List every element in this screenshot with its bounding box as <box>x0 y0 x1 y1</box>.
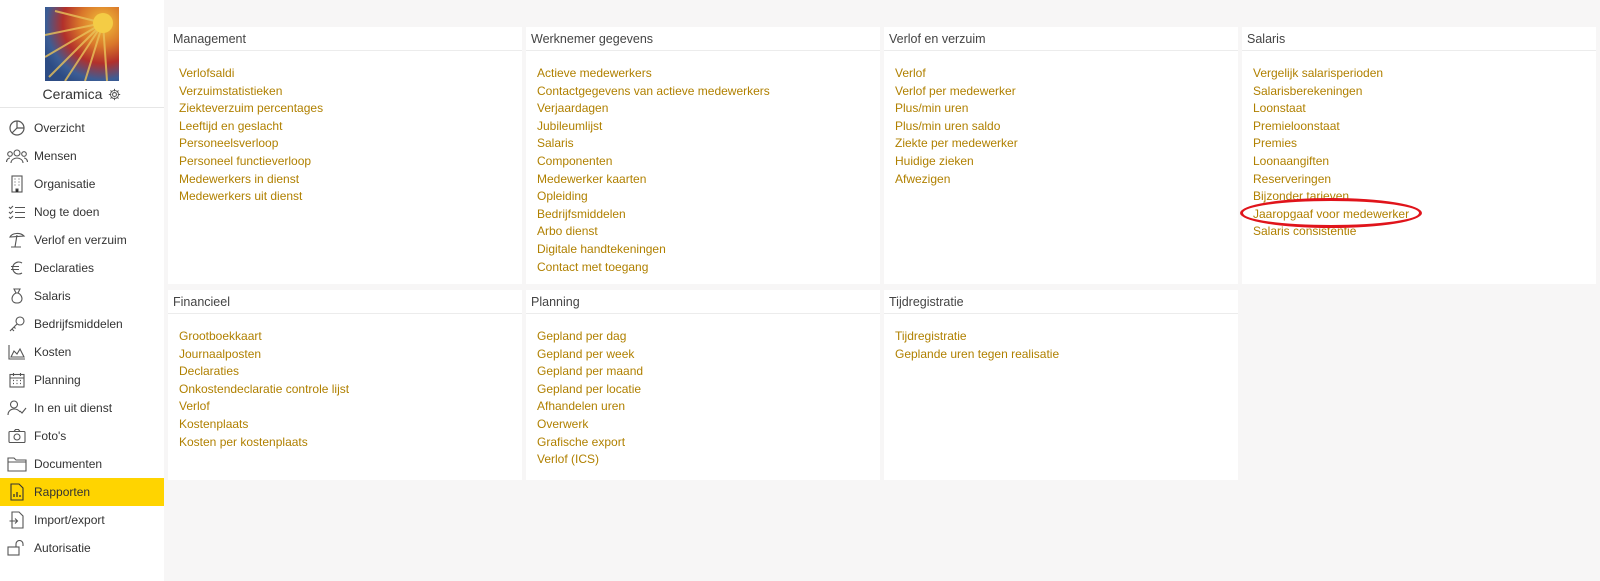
camera-icon <box>6 427 28 445</box>
report-link[interactable]: Onkostendeclaratie controle lijst <box>179 381 350 396</box>
report-link[interactable]: Componenten <box>537 153 613 168</box>
sidebar-item-declaraties[interactable] <box>0 254 164 282</box>
report-link[interactable]: Salaris consistentie <box>1253 224 1357 239</box>
report-link[interactable]: Premieloonstaat <box>1253 118 1340 133</box>
report-link[interactable]: Salarisberekeningen <box>1253 83 1363 98</box>
calendar-icon <box>6 371 28 389</box>
report-card-planning <box>526 290 880 480</box>
card-title: Tijdregistratie <box>884 291 1238 314</box>
sidebar-item-label: Kosten <box>34 345 72 359</box>
report-link[interactable]: Verlofsaldi <box>179 66 235 80</box>
report-card-salaris <box>1242 27 1596 284</box>
report-link[interactable]: Salaris <box>537 136 574 151</box>
report-link[interactable]: Declaraties <box>179 364 240 379</box>
sidebar-item-autorisatie[interactable] <box>0 534 164 562</box>
report-link[interactable]: Vergelijk salarisperioden <box>1253 66 1384 80</box>
user-check-icon <box>6 399 28 417</box>
report-link[interactable]: Medewerkers uit dienst <box>179 189 303 204</box>
report-link[interactable]: Plus/min uren <box>895 101 969 116</box>
report-link[interactable]: Grootboekkaart <box>179 329 262 343</box>
report-link[interactable]: Geplande uren tegen realisatie <box>895 346 1060 361</box>
sidebar-item-label: Planning <box>34 373 81 387</box>
report-card-verlof-en-verzuim <box>884 27 1238 284</box>
sidebar-item-label: Nog te doen <box>34 205 100 219</box>
report-link[interactable]: Verlof <box>895 66 926 80</box>
sidebar-item-kosten[interactable] <box>0 338 164 366</box>
sidebar-item-overzicht[interactable] <box>0 114 164 142</box>
report-link[interactable]: Arbo dienst <box>537 224 598 239</box>
report-link[interactable]: Verjaardagen <box>537 101 609 116</box>
report-link-jaaropgaaf[interactable]: Jaaropgaaf voor medewerker <box>1253 206 1410 221</box>
beach-umbrella-icon <box>6 231 28 249</box>
card-title: Werknemer gegevens <box>526 28 880 51</box>
report-card-werknemer-gegevens <box>526 27 880 284</box>
sidebar-item-import-export[interactable] <box>0 506 164 534</box>
key-icon <box>6 315 28 333</box>
report-link[interactable]: Jubileumlijst <box>537 118 603 133</box>
sidebar <box>0 0 164 581</box>
report-link[interactable]: Ziekte per medewerker <box>895 136 1018 151</box>
company-logo[interactable] <box>45 7 119 81</box>
money-bag-icon <box>6 287 28 305</box>
sidebar-item-label: Verlof en verzuim <box>34 233 127 247</box>
sidebar-item-label: Rapporten <box>34 485 91 499</box>
sidebar-item-label: Mensen <box>34 149 77 163</box>
sidebar-item-label: Overzicht <box>34 121 85 135</box>
report-link[interactable]: Gepland per maand <box>537 364 644 379</box>
building-icon <box>6 175 28 193</box>
report-link[interactable]: Kosten per kostenplaats <box>179 434 308 449</box>
report-link[interactable]: Gepland per locatie <box>537 381 642 396</box>
report-link[interactable]: Premies <box>1253 136 1298 151</box>
report-card-financieel <box>168 290 522 480</box>
sidebar-item-verlof-en-verzuim[interactable] <box>0 226 164 254</box>
report-link[interactable]: Verlof per medewerker <box>895 83 1016 98</box>
report-link[interactable]: Grafische export <box>537 434 626 449</box>
report-link[interactable]: Afwezigen <box>895 171 951 186</box>
euro-icon <box>6 259 28 277</box>
sidebar-item-nog-te-doen[interactable] <box>0 198 164 226</box>
sidebar-item-salaris[interactable] <box>0 282 164 310</box>
report-link[interactable]: Overwerk <box>537 416 589 431</box>
area-chart-icon <box>6 343 28 361</box>
report-link[interactable]: Huidige zieken <box>895 153 974 168</box>
report-link[interactable]: Reserveringen <box>1253 171 1332 186</box>
report-link[interactable]: Loonstaat <box>1253 101 1306 116</box>
people-icon <box>6 147 28 165</box>
checklist-icon <box>6 203 28 221</box>
report-link[interactable]: Verzuimstatistieken <box>179 83 283 98</box>
report-link[interactable]: Contactgegevens van actieve medewerkers <box>537 83 770 98</box>
card-title: Salaris <box>1242 28 1596 51</box>
card-title: Verlof en verzuim <box>884 28 1238 51</box>
sidebar-item-fotos[interactable] <box>0 422 164 450</box>
report-link[interactable]: Bijzonder tarieven <box>1253 189 1350 204</box>
report-link[interactable]: Personeelsverloop <box>179 136 279 151</box>
report-link[interactable]: Gepland per dag <box>537 329 627 343</box>
company-name: Ceramica <box>42 86 103 102</box>
report-link[interactable]: Opleiding <box>537 189 588 204</box>
report-link[interactable]: Verlof <box>179 399 210 414</box>
sidebar-item-label: Import/export <box>34 513 105 527</box>
sidebar-item-bedrijfsmiddelen[interactable] <box>0 310 164 338</box>
sidebar-item-rapporten[interactable] <box>0 478 164 506</box>
report-link[interactable]: Medewerkers in dienst <box>179 171 300 186</box>
sidebar-item-organisatie[interactable] <box>0 170 164 198</box>
report-link[interactable]: Digitale handtekeningen <box>537 241 666 256</box>
sidebar-item-label: Bedrijfsmiddelen <box>34 317 123 331</box>
card-title: Financieel <box>168 291 522 314</box>
report-link[interactable]: Leeftijd en geslacht <box>179 118 283 133</box>
sidebar-item-in-en-uit-dienst[interactable] <box>0 394 164 422</box>
sidebar-item-label: Foto's <box>34 429 67 443</box>
report-link[interactable]: Medewerker kaarten <box>537 171 647 186</box>
report-link[interactable]: Tijdregistratie <box>895 329 967 343</box>
report-link[interactable]: Loonaangiften <box>1253 153 1330 168</box>
pie-chart-icon <box>6 119 28 137</box>
report-link[interactable]: Journaalposten <box>179 346 262 361</box>
sidebar-item-planning[interactable] <box>0 366 164 394</box>
report-link[interactable]: Ziekteverzuim percentages <box>179 101 324 116</box>
main-nav <box>0 108 164 562</box>
sidebar-item-label: Documenten <box>34 457 103 471</box>
report-link[interactable]: Actieve medewerkers <box>537 66 652 80</box>
sidebar-item-label: In en uit dienst <box>34 401 113 415</box>
sidebar-item-label: Autorisatie <box>34 541 91 555</box>
report-card-management <box>168 27 522 284</box>
gear-icon[interactable] <box>108 88 121 101</box>
sidebar-item-mensen[interactable] <box>0 142 164 170</box>
report-link[interactable]: Plus/min uren saldo <box>895 118 1001 133</box>
sidebar-item-documenten[interactable] <box>0 450 164 478</box>
report-link[interactable]: Contact met toegang <box>537 259 649 274</box>
sidebar-item-label: Organisatie <box>34 177 96 191</box>
card-title: Planning <box>526 291 880 314</box>
card-title: Management <box>168 28 522 51</box>
unlock-icon <box>6 539 28 557</box>
company-header <box>0 0 164 108</box>
sidebar-item-label: Salaris <box>34 289 71 303</box>
report-link[interactable]: Bedrijfsmiddelen <box>537 206 626 221</box>
import-export-icon <box>6 511 28 529</box>
report-link[interactable]: Verlof (ICS) <box>537 452 600 467</box>
report-link[interactable]: Personeel functieverloop <box>179 153 312 168</box>
report-link[interactable]: Afhandelen uren <box>537 399 626 414</box>
report-icon <box>6 483 28 501</box>
report-link[interactable]: Gepland per week <box>537 346 635 361</box>
folder-icon <box>6 455 28 473</box>
report-card-tijdregistratie <box>884 290 1238 480</box>
report-link[interactable]: Kostenplaats <box>179 416 249 431</box>
sidebar-item-label: Declaraties <box>34 261 95 275</box>
